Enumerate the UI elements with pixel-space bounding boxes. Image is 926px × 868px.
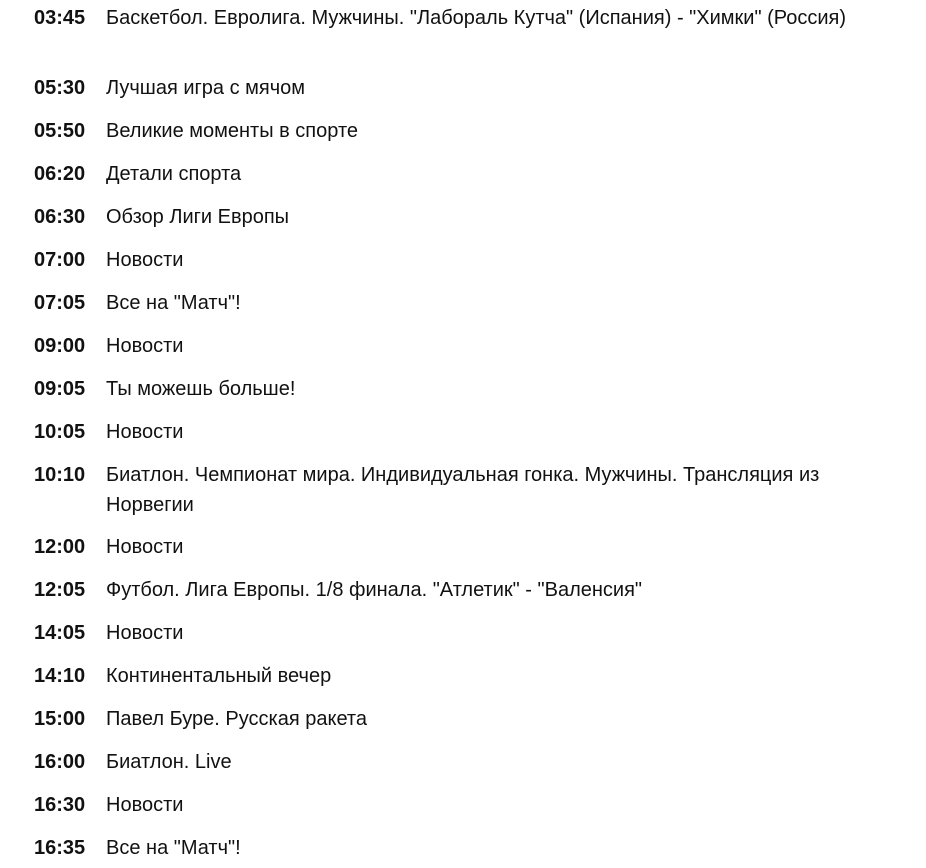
program-time: 10:05: [34, 421, 86, 443]
program-title: Биатлон. Live: [106, 751, 232, 773]
program-title: Все на "Матч"!: [106, 837, 241, 859]
program-time: 09:05: [34, 378, 86, 400]
program-title: Новости: [106, 249, 184, 271]
program-time: 05:30: [34, 77, 86, 99]
program-time: 14:05: [34, 622, 86, 644]
program-title: Новости: [106, 622, 184, 644]
program-title: Ты можешь больше!: [106, 378, 296, 400]
program-time: 15:00: [34, 708, 86, 730]
program-title: Континентальный вечер: [106, 665, 332, 687]
program-time: 10:10: [34, 464, 86, 486]
program-time: 07:05: [34, 292, 86, 314]
program-title: Новости: [106, 335, 184, 357]
program-time: 16:35: [34, 837, 86, 859]
program-time: 05:50: [34, 120, 86, 142]
program-title: Футбол. Лига Европы. 1/8 финала. "Атлетик" - "Валенсия": [106, 579, 643, 601]
program-title: Новости: [106, 421, 184, 443]
program-time: 14:10: [34, 665, 86, 687]
program-title: Детали спорта: [106, 163, 242, 185]
program-time: 06:20: [34, 163, 86, 185]
program-time: 09:00: [34, 335, 86, 357]
program-time: 06:30: [34, 206, 86, 228]
program-time: 07:00: [34, 249, 86, 271]
program-time: 03:45: [34, 7, 86, 29]
program-title: Обзор Лиги Европы: [106, 206, 290, 228]
program-title: Великие моменты в спорте: [106, 120, 359, 142]
program-title: Новости: [106, 536, 184, 558]
program-time: 12:05: [34, 579, 86, 601]
program-title: Все на "Матч"!: [106, 292, 241, 314]
program-title: Баскетбол. Евролига. Мужчины. "Лабораль Кутча" (Испания) - "Химки" (Россия): [106, 7, 846, 29]
program-title: Новости: [106, 794, 184, 816]
program-title: Биатлон. Чемпионат мира. Индивидуальная гонка. Мужчины. Трансляция из Норвегии: [106, 464, 820, 516]
program-time: 12:00: [34, 536, 86, 558]
program-title: Павел Буре. Русская ракета: [106, 708, 367, 730]
program-time: 16:30: [34, 794, 86, 816]
program-title: Лучшая игра с мячом: [106, 77, 306, 99]
program-time: 16:00: [34, 751, 86, 773]
